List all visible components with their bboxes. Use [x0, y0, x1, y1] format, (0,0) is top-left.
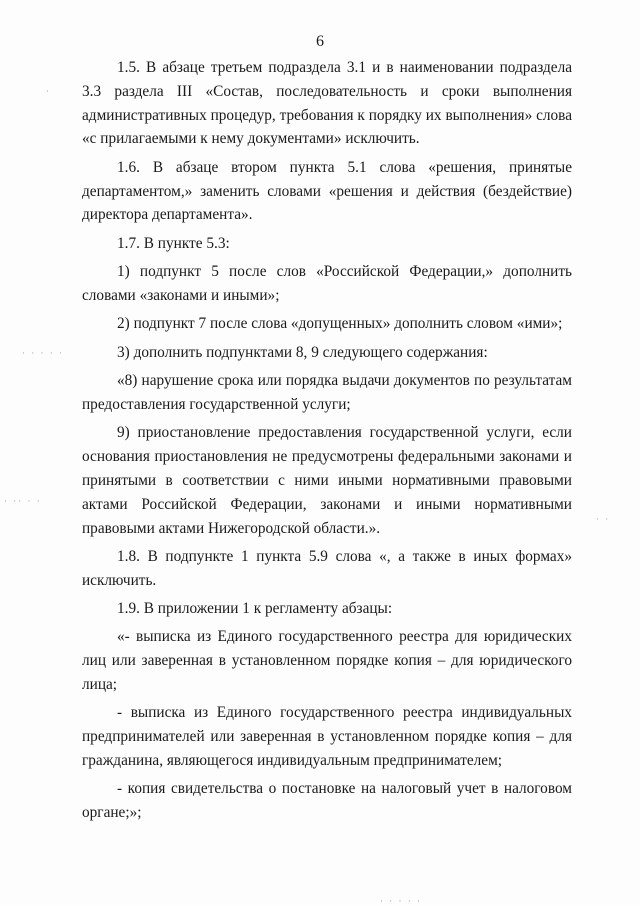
document-body	[82, 56, 572, 830]
new-subitem-9: 9) приостановление предоставления государственной услуги, если основания приостановления не предусмотрены федеральными законами и принятыми в соответствии с ними иными нормативными правовыми актами Российской Федерации, законами и иными нормативными правовыми актами Нижегородской области.».	[82, 424, 572, 537]
scan-artifact: ·	[46, 86, 51, 96]
scan-artifact: · ·	[596, 514, 611, 524]
list-item-legal-entity: «- выписка из Единого государственного реестра для юридических лиц или заверенная в установленном порядке копия – для юридического лица;	[82, 628, 572, 694]
paragraph-1-5: 1.5. В абзаце третьем подраздела 3.1 и в наименовании подраздела 3.3 раздела III «Состав, последовательность и сроки выполнения административных процедур, требования к порядку их выполнения» слова «с прилагаемыми к нему документами» исключить.	[82, 59, 572, 148]
list-item-individual-entrepreneur: - выписка из Единого государственного реестра индивидуальных предпринимателей или заверенная в установленном порядке копия – для гражданина, являющегося индивидуальным предпринимателем;	[82, 704, 572, 770]
paragraph-1-8: 1.8. В подпункте 1 пункта 5.9 слова «, а также в иных формах» исключить.	[82, 547, 572, 589]
paragraph-1-9: 1.9. В приложении 1 к регламенту абзацы:	[117, 600, 393, 618]
scan-artifact: · · · · ·	[22, 348, 64, 358]
new-subitem-8: «8) нарушение срока или порядка выдачи документов по результатам предоставления государственной услуги;	[82, 372, 572, 413]
subitem-3: 3) дополнить подпунктами 8, 9 следующего содержания:	[117, 343, 488, 361]
scan-artifact: · · · · ·	[380, 896, 422, 906]
subitem-2: 2) подпункт 7 после слова «допущенных» дополнить словом «ими»;	[117, 315, 563, 333]
subitem-1: 1) подпункт 5 после слов «Российской Федерации,» дополнить словами «законами и иными»;	[82, 263, 572, 304]
list-item-tax-certificate: - копия свидетельства о постановке на налоговый учет в налоговом органе;»;	[82, 780, 572, 822]
page-number: 6	[316, 33, 324, 50]
scan-artifact: · ·· · ·	[4, 496, 42, 506]
paragraph-1-7: 1.7. В пункте 5.3:	[117, 234, 230, 252]
paragraph-1-6: 1.6. В абзаце втором пункта 5.1 слова «решения, принятые департаментом,» заменить словами «решения и действия (бездействие) директора департамента».	[82, 158, 572, 224]
